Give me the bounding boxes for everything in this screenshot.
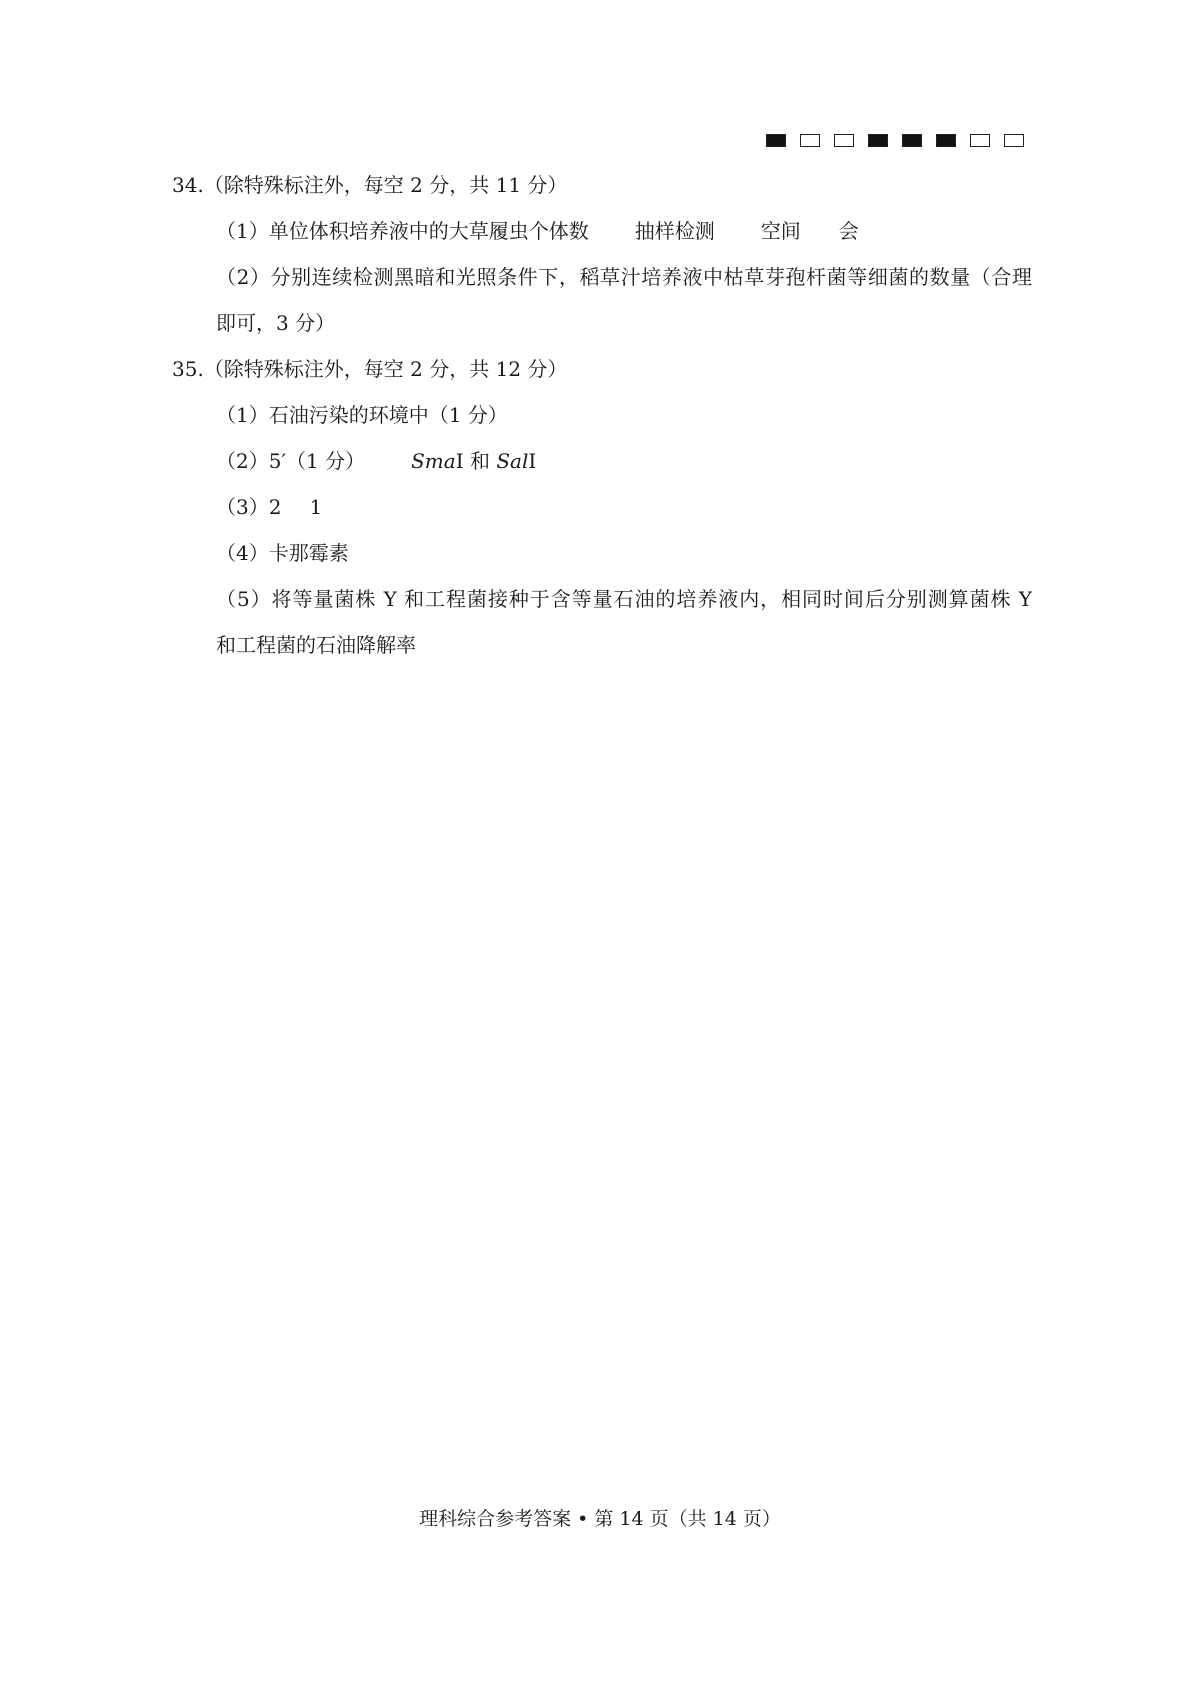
registration-mark — [1004, 134, 1024, 147]
q34-header: 34.（除特殊标注外，每空 2 分，共 11 分） — [172, 173, 568, 197]
registration-mark — [868, 134, 888, 147]
roman-numeral-2: Ⅰ — [528, 449, 537, 473]
registration-mark — [800, 134, 820, 147]
enzyme-name-2: Sal — [496, 449, 529, 473]
roman-numeral-1: Ⅰ — [455, 449, 464, 473]
page-footer: 理科综合参考答案 • 第 14 页（共 14 页） — [419, 1508, 781, 1530]
registration-mark — [834, 134, 854, 147]
q34-answer-2-line2: 即可，3 分） — [216, 311, 336, 335]
answer-label: （1） — [216, 219, 269, 243]
q35-answer-1: （1）石油污染的环境中（1 分） — [216, 403, 508, 427]
q35-answer-2 — [216, 446, 536, 476]
q35-answer-3 — [216, 492, 322, 522]
answer-blank-1: 5′（1 分） — [268, 449, 366, 473]
registration-mark — [902, 134, 922, 147]
enzyme-name-1: Sma — [411, 449, 456, 473]
q35-header: 35.（除特殊标注外，每空 2 分，共 12 分） — [172, 357, 568, 381]
q35-answer-5-line2: 和工程菌的石油降解率 — [216, 633, 416, 657]
answer-blank-3: 空间 — [760, 219, 801, 243]
registration-mark — [970, 134, 990, 147]
conjunction: 和 — [469, 449, 490, 473]
answer-blank-4: 会 — [838, 219, 859, 243]
answer-blank-2: 1 — [309, 495, 323, 519]
q34-answer-1 — [216, 216, 859, 246]
registration-marks — [766, 134, 1024, 147]
answer-label: （3） — [216, 495, 269, 519]
answer-label: （2） — [216, 449, 269, 473]
q34-answer-2-line1: （2）分别连续检测黑暗和光照条件下，稻草汁培养液中枯草芽孢杆菌等细菌的数量（合理 — [216, 265, 1032, 289]
registration-mark — [766, 134, 786, 147]
answer-blank-1: 2 — [268, 495, 282, 519]
q35-answer-4: （4）卡那霉素 — [216, 541, 349, 565]
answer-blank-1: 单位体积培养液中的大草履虫个体数 — [268, 219, 589, 243]
registration-mark — [936, 134, 956, 147]
q35-answer-5-line1: （5）将等量菌株 Y 和工程菌接种于含等量石油的培养液内，相同时间后分别测算菌株 Y — [216, 587, 1032, 611]
answer-blank-2: 抽样检测 — [634, 219, 715, 243]
